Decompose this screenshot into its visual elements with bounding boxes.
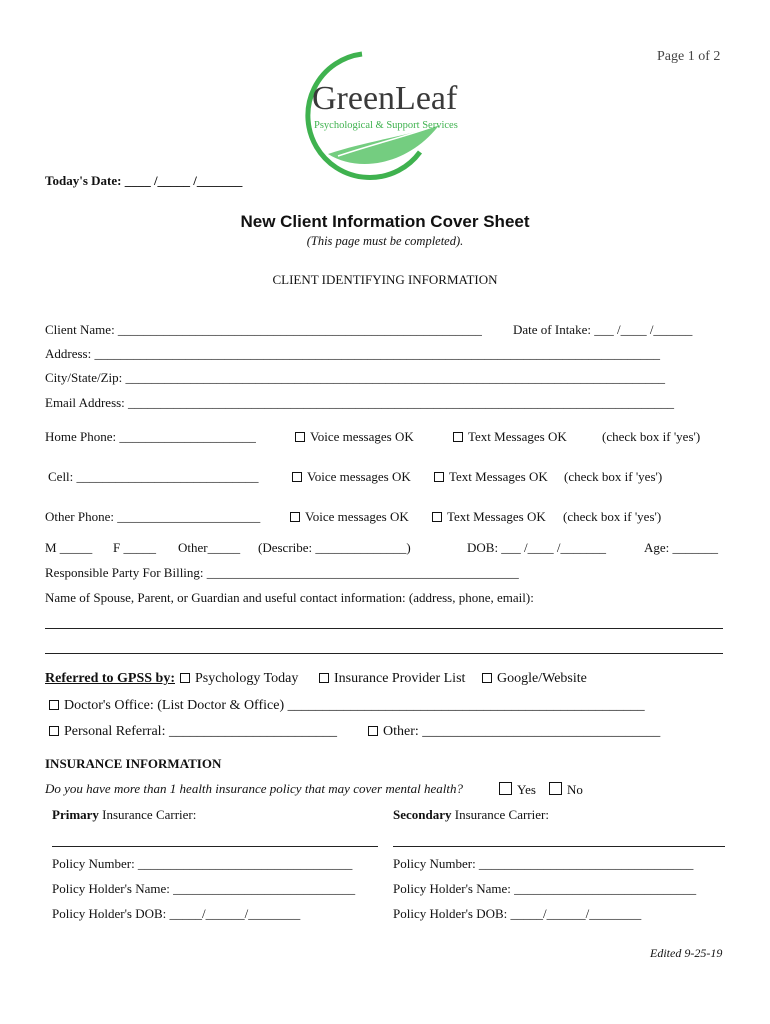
insurance-yes-checkbox[interactable]	[499, 782, 512, 795]
email-field[interactable]: Email Address: ____________________________________________________________________________________	[45, 395, 675, 410]
secondary-holder-dob-field[interactable]: Policy Holder's DOB: _____/______/________	[393, 906, 642, 921]
insurance-yes-label: Yes	[517, 782, 536, 797]
primary-policy-number-field[interactable]: Policy Number: _________________________________	[52, 856, 353, 871]
other-text-checkbox[interactable]	[432, 512, 442, 522]
primary-holder-dob-field[interactable]: Policy Holder's DOB: _____/______/________	[52, 906, 301, 921]
insurance-heading: INSURANCE INFORMATION	[45, 756, 222, 771]
cell-phone-field[interactable]: Cell: ____________________________	[48, 469, 259, 484]
referral-personal-option[interactable]	[49, 725, 337, 739]
referral-other-checkbox[interactable]	[368, 726, 378, 736]
referral-other-label: Other: __________________________________	[383, 724, 661, 739]
insurance-question: Do you have more than 1 health insurance policy that may cover mental health?	[45, 781, 463, 796]
section-heading-client: CLIENT IDENTIFYING INFORMATION	[272, 272, 498, 287]
referral-doctors-office-option[interactable]	[49, 699, 645, 713]
referral-google-option[interactable]	[482, 672, 587, 686]
age-field[interactable]: Age: _______	[644, 540, 719, 555]
insurance-list-label: Insurance Provider List	[334, 671, 466, 686]
other-voice-label: Voice messages OK	[305, 509, 409, 524]
logo-tagline: Psychological & Support Services	[314, 120, 458, 131]
spouse-contact-line-1[interactable]	[45, 628, 723, 629]
other-voice-option[interactable]	[290, 510, 409, 523]
home-text-option[interactable]	[453, 430, 567, 443]
referral-label: Referred to GPSS by:	[45, 671, 175, 686]
primary-holder-name-field[interactable]: Policy Holder's Name: ____________________________	[52, 881, 356, 896]
primary-carrier-label	[52, 808, 196, 821]
gender-f-field[interactable]: F _____	[113, 540, 156, 555]
insurance-no-checkbox[interactable]	[549, 782, 562, 795]
gender-m-field[interactable]: M _____	[45, 540, 93, 555]
cell-voice-checkbox[interactable]	[292, 472, 302, 482]
cell-text-option[interactable]	[434, 470, 548, 483]
other-text-option[interactable]	[432, 510, 546, 523]
cell-text-label: Text Messages OK	[449, 469, 548, 484]
other-check-note: (check box if 'yes')	[563, 509, 662, 524]
referral-psychology-today-option[interactable]	[180, 672, 298, 686]
referral-other-option[interactable]	[368, 725, 660, 739]
doctors-office-label: Doctor's Office: (List Doctor & Office) ___________________________________________________	[64, 698, 645, 713]
personal-referral-label: Personal Referral: ________________________	[64, 724, 337, 739]
spouse-contact-line-2[interactable]	[45, 653, 723, 654]
logo-name: GreenLeaf	[312, 80, 458, 117]
insurance-no-label: No	[567, 782, 583, 797]
home-text-checkbox[interactable]	[453, 432, 463, 442]
greenleaf-logo	[290, 44, 490, 184]
home-voice-label: Voice messages OK	[310, 429, 414, 444]
client-name-field[interactable]: Client Name: ________________________________________________________	[45, 322, 482, 337]
secondary-holder-name-field[interactable]: Policy Holder's Name: ____________________________	[393, 881, 697, 896]
other-voice-checkbox[interactable]	[290, 512, 300, 522]
edited-date: Edited 9-25-19	[650, 946, 723, 960]
home-voice-option[interactable]	[295, 430, 414, 443]
secondary-policy-number-field[interactable]: Policy Number: _________________________________	[393, 856, 694, 871]
home-voice-checkbox[interactable]	[295, 432, 305, 442]
secondary-rest: Insurance Carrier:	[451, 807, 549, 822]
home-phone-field[interactable]: Home Phone: _____________________	[45, 429, 256, 444]
page-indicator: Page 1 of 2	[657, 49, 721, 64]
insurance-no-option[interactable]	[549, 782, 583, 796]
referral-insurance-list-option[interactable]	[319, 672, 465, 686]
other-text-label: Text Messages OK	[447, 509, 546, 524]
cell-text-checkbox[interactable]	[434, 472, 444, 482]
referral-row	[45, 672, 175, 686]
home-text-label: Text Messages OK	[468, 429, 567, 444]
google-website-checkbox[interactable]	[482, 673, 492, 683]
secondary-carrier-line[interactable]	[393, 846, 725, 847]
spouse-contact-label: Name of Spouse, Parent, or Guardian and useful contact information: (address, phone, email):	[45, 590, 534, 605]
cell-voice-option[interactable]	[292, 470, 411, 483]
todays-date[interactable]: Today's Date: ____ /_____ /_______	[45, 173, 243, 188]
primary-bold: Primary	[52, 807, 99, 822]
address-field[interactable]: Address: _______________________________________________________________________________________	[45, 346, 660, 361]
page-subtitle: (This page must be completed).	[306, 234, 464, 248]
dob-field[interactable]: DOB: ___ /____ /_______	[467, 540, 607, 555]
insurance-yes-option[interactable]	[499, 782, 536, 796]
psychology-today-checkbox[interactable]	[180, 673, 190, 683]
google-website-label: Google/Website	[497, 671, 587, 686]
page-title: New Client Information Cover Sheet	[240, 212, 530, 231]
psychology-today-label: Psychology Today	[195, 671, 299, 686]
other-phone-field[interactable]: Other Phone: ______________________	[45, 509, 261, 524]
gender-describe-field[interactable]: (Describe: ______________)	[258, 540, 411, 555]
cell-check-note: (check box if 'yes')	[564, 469, 663, 484]
gender-other-field[interactable]: Other_____	[178, 540, 241, 555]
personal-referral-checkbox[interactable]	[49, 726, 59, 736]
responsible-party-field[interactable]: Responsible Party For Billing: ________________________________________________	[45, 565, 519, 580]
doctors-office-checkbox[interactable]	[49, 700, 59, 710]
primary-carrier-line[interactable]	[52, 846, 378, 847]
home-check-note: (check box if 'yes')	[602, 429, 701, 444]
cell-voice-label: Voice messages OK	[307, 469, 411, 484]
primary-rest: Insurance Carrier:	[98, 807, 197, 822]
date-of-intake-field[interactable]: Date of Intake: ___ /____ /______	[513, 322, 693, 337]
insurance-list-checkbox[interactable]	[319, 673, 329, 683]
secondary-bold: Secondary	[393, 807, 452, 822]
city-state-zip-field[interactable]: City/State/Zip: ___________________________________________________________________________________	[45, 370, 666, 385]
secondary-carrier-label	[393, 808, 549, 821]
